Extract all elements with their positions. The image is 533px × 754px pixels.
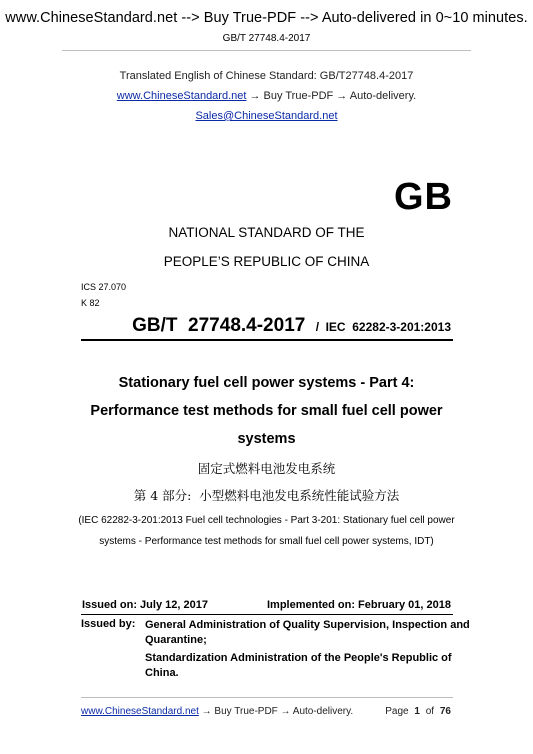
email-link[interactable]: Sales@ChineseStandard.net: [195, 110, 338, 122]
title-cn-1: 固定式燃料电池发电系统: [197, 461, 336, 476]
ics-code: ICS 27.070: [81, 282, 127, 292]
national-line-1: NATIONAL STANDARD OF THE: [168, 225, 365, 240]
issued-on: Issued on: July 12, 2017: [82, 599, 208, 611]
iec-number: IEC 62282-3-201:2013: [325, 320, 451, 334]
email-line: [0, 110, 533, 122]
footer-site-link[interactable]: www.ChineseStandard.net: [81, 706, 199, 717]
page-indicator: [385, 706, 451, 717]
number-divider: [81, 339, 453, 341]
site-line-rest: → Buy True-PDF → Auto-delivery.: [249, 90, 417, 102]
issuer-1-line-b: Quarantine;: [145, 634, 207, 646]
title-en-line-3: systems: [237, 431, 296, 447]
class-code: K 82: [81, 298, 100, 308]
issuer-2: [145, 651, 454, 681]
dates-divider: [81, 614, 453, 615]
banner-divider: [62, 50, 471, 51]
national-line-2: PEOPLE’S REPUBLIC OF CHINA: [163, 254, 370, 269]
issuer-2-line-b: China.: [145, 667, 179, 679]
iec-slash: /: [315, 320, 320, 334]
iec-note-line-2: systems - Performance test methods for small fuel cell power systems, IDT): [99, 536, 434, 547]
site-link[interactable]: www.ChineseStandard.net: [116, 90, 247, 102]
translated-line: Translated English of Chinese Standard: GB/T27748.4-2017: [119, 70, 414, 82]
gb-logo: GB: [394, 176, 453, 218]
standard-number-line: [0, 315, 451, 337]
implemented-on: Implemented on: February 01, 2018: [266, 599, 451, 611]
site-line: [0, 90, 533, 102]
issued-by-label: Issued by:: [81, 618, 136, 630]
footer-site-line: [81, 706, 353, 717]
page-total: 76: [439, 706, 451, 717]
banner-doc-code: GB/T 27748.4-2017: [222, 33, 311, 44]
issuer-1-line-a: General Administration of Quality Supervision, Inspection and: [145, 619, 470, 631]
title-en-line-1: Stationary fuel cell power systems - Part 4:: [118, 375, 415, 391]
banner-text[interactable]: www.ChineseStandard.net --> Buy True-PDF --> Auto-delivered in 0~10 minutes.: [5, 10, 528, 26]
title-en-line-2: Performance test methods for small fuel cell power: [90, 403, 443, 419]
footer-site-rest: → Buy True-PDF → Auto-delivery.: [201, 706, 354, 717]
issuer-2-line-a: Standardization Administration of the People's Republic of: [145, 652, 452, 664]
page-of-label: of: [425, 706, 435, 717]
page-number: 1: [414, 706, 420, 717]
issuer-1: [145, 618, 470, 648]
title-cn-2: 第 4 部分: 小型燃料电池发电系统性能试验方法: [133, 488, 400, 503]
standard-number: GB/T 27748.4-2017: [132, 315, 306, 336]
footer-divider: [81, 697, 453, 698]
iec-note-line-1: (IEC 62282-3-201:2013 Fuel cell technologies - Part 3-201: Stationary fuel cell power: [78, 515, 455, 526]
page-label: Page: [385, 706, 409, 717]
